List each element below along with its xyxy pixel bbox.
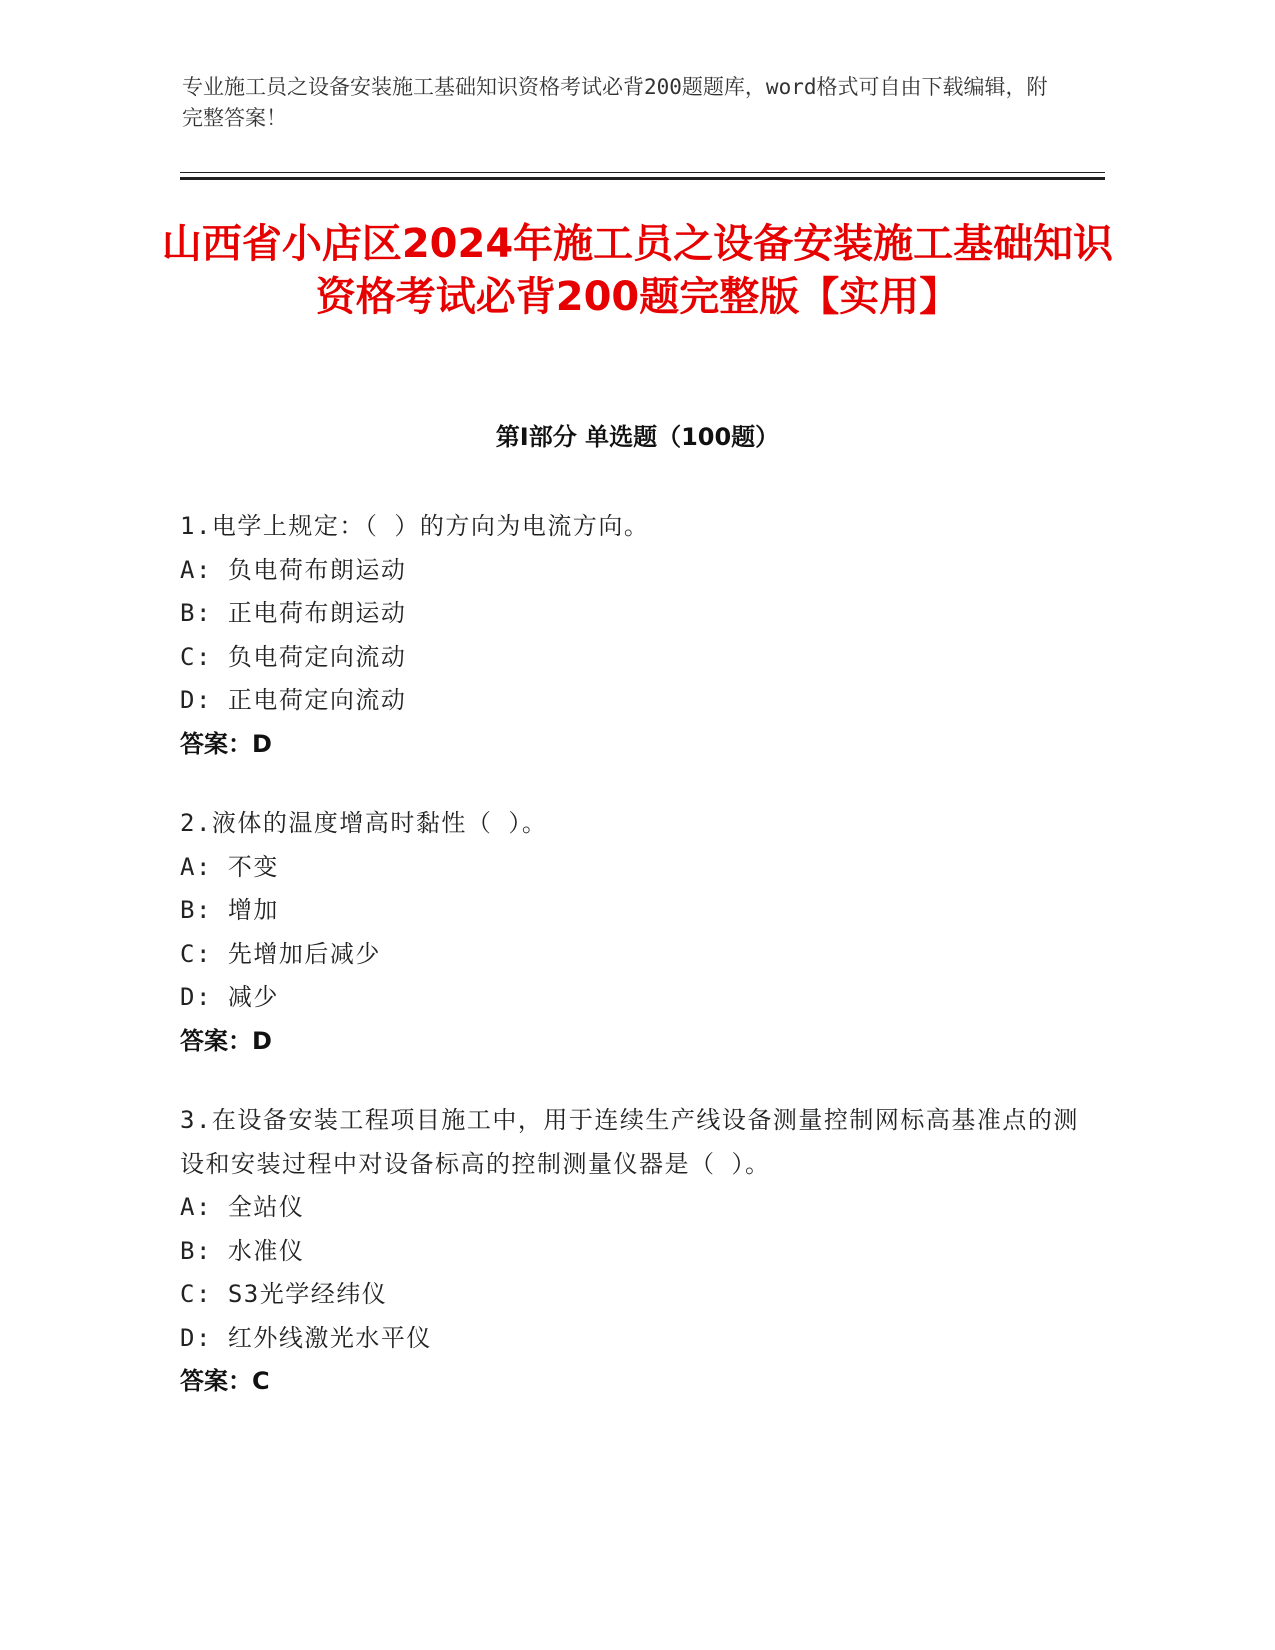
header-divider-thin [180,172,1105,173]
option-d: D: 红外线激光水平仪 [180,1323,432,1352]
question-2 [180,802,1080,1063]
answer-line: 答案：C [180,1367,270,1395]
option-b: B: 增加 [180,896,279,924]
question-stem: 3.在设备安装工程项目施工中，用于连续生产线设备测量控制网标高基准点的测设和安装过程中对设备标高的控制测量仪器是（ ）。 [180,1106,1079,1178]
question-1 [180,505,1080,766]
header-note: 专业施工员之设备安装施工基础知识资格考试必背200题题库，word格式可自由下载编辑，附完整答案！ [182,75,1048,130]
answer-line: 答案：D [180,1026,272,1055]
header-divider-thick [180,177,1105,180]
option-d: D: 正电荷定向流动 [180,686,407,714]
option-a: A: 全站仪 [180,1193,305,1221]
section-heading: 第I部分 单选题（100题） [495,423,780,451]
question-3 [180,1099,1080,1404]
option-c: C: 负电荷定向流动 [180,642,407,671]
option-b: B: 水准仪 [180,1236,305,1265]
option-a: A: 不变 [180,852,279,881]
answer-line: 答案：D [180,729,272,758]
option-a: A: 负电荷布朗运动 [180,555,407,584]
option-c: C: 先增加后减少 [180,939,381,968]
question-list [180,505,1080,1440]
option-d: D: 减少 [180,983,279,1011]
question-stem: 1.电学上规定：（ ）的方向为电流方向。 [180,512,650,540]
question-stem: 2.液体的温度增高时黏性（ ）。 [180,809,548,837]
document-title: 山西省小店区2024年施工员之设备安装施工基础知识资格考试必背200题完整版【实用】 [161,221,1114,320]
option-b: B: 正电荷布朗运动 [180,599,407,627]
option-c: C: S3光学经纬仪 [180,1280,388,1308]
